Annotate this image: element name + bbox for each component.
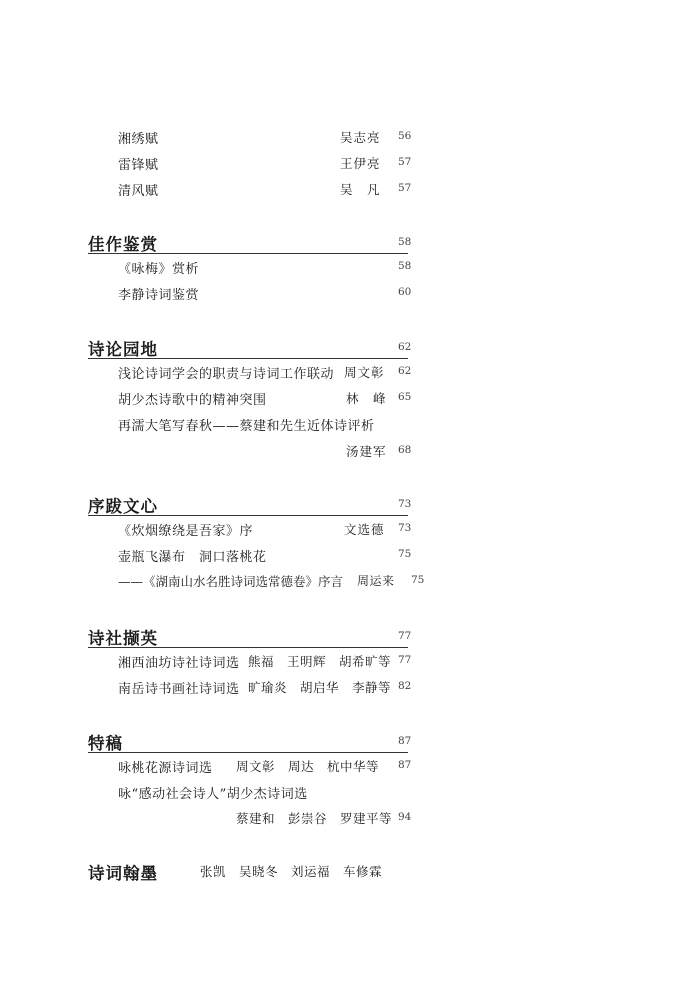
- toc-entry-page: 58: [398, 260, 412, 272]
- section-heading: 特稿: [88, 734, 123, 753]
- toc-entry-author: 熊福 王明辉 胡希旷等: [248, 654, 392, 669]
- section-heading: 诗社撷英: [88, 629, 158, 648]
- section-heading: 佳作鉴赏: [88, 235, 158, 254]
- toc-entry-title: 咏“感动社会诗人”胡少杰诗词选: [118, 787, 308, 802]
- toc-entry-page: 57: [398, 156, 412, 168]
- toc-entry-title: ——《湖南山水名胜诗词选常德卷》序言: [118, 574, 344, 589]
- toc-entry-title: 湘绣赋: [118, 132, 159, 147]
- toc-entry-page: 82: [398, 680, 412, 692]
- toc-entry-author: 周文彰 周达 杭中华等: [236, 759, 380, 774]
- toc-entry-author: 林 峰: [346, 391, 387, 406]
- section-page: 62: [398, 341, 412, 353]
- section-page: 73: [398, 498, 412, 510]
- toc-entry-author: 吴 凡: [340, 182, 381, 197]
- toc-entry-page: 56: [398, 130, 412, 142]
- toc-entry-title: 浅论诗词学会的职责与诗词工作联动: [118, 367, 335, 382]
- toc-entry-page: 73: [398, 522, 412, 534]
- toc-entry-title: 雷锋赋: [118, 158, 159, 173]
- section-rule: [88, 515, 408, 516]
- toc-entry-page: 75: [411, 574, 425, 586]
- toc-entry-page: 68: [398, 444, 412, 456]
- toc-entry-title: 再濡大笔写春秋——蔡建和先生近体诗评析: [118, 419, 375, 434]
- section-authors: 张凯 吴晓冬 刘运福 车修霖: [200, 864, 383, 879]
- toc-entry-page: 60: [398, 286, 412, 298]
- toc-entry-page: 75: [398, 548, 412, 560]
- toc-entry-author: 旷瑜炎 胡启华 李静等: [248, 680, 392, 695]
- section-rule: [88, 752, 408, 753]
- section-rule: [88, 253, 408, 254]
- toc-entry-author: 文选德: [344, 522, 385, 537]
- toc-entry-title: 清风赋: [118, 184, 159, 199]
- toc-entry-title: 胡少杰诗歌中的精神突围: [118, 393, 267, 408]
- toc-entry-author: 周文彰: [344, 365, 385, 380]
- toc-entry-page: 62: [398, 365, 412, 377]
- toc-entry-title: 湘西油坊诗社诗词选: [118, 656, 240, 671]
- section-heading: 诗词翰墨: [88, 864, 158, 883]
- toc-entry-page: 87: [398, 759, 412, 771]
- section-heading: 诗论园地: [88, 340, 158, 359]
- toc-entry-page: 94: [398, 811, 412, 823]
- toc-entry-author: 蔡建和 彭崇谷 罗建平等: [236, 811, 393, 826]
- toc-entry-title: 壶瓶飞瀑布 洞口落桃花: [118, 550, 267, 565]
- section-page: 87: [398, 735, 412, 747]
- toc-entry-title: 《咏梅》赏析: [118, 262, 200, 277]
- toc-entry-author: 周运来: [357, 574, 395, 588]
- toc-entry-title: 《炊烟缭绕是吾家》序: [118, 524, 254, 539]
- toc-entry-page: 77: [398, 654, 412, 666]
- toc-entry-title: 咏桃花源诗词选: [118, 761, 213, 776]
- section-page: 77: [398, 630, 412, 642]
- section-rule: [88, 647, 408, 648]
- toc-entry-author: 吴志亮: [340, 130, 381, 145]
- toc-entry-title: 李静诗词鉴赏: [118, 288, 200, 303]
- toc-entry-page: 65: [398, 391, 412, 403]
- section-page: 58: [398, 236, 412, 248]
- toc-entry-author: 汤建军: [346, 444, 387, 459]
- section-rule: [88, 358, 408, 359]
- toc-entry-title: 南岳诗书画社诗词选: [118, 682, 240, 697]
- toc-entry-page: 57: [398, 182, 412, 194]
- toc-entry-author: 王伊亮: [340, 156, 381, 171]
- section-heading: 序跋文心: [88, 497, 158, 516]
